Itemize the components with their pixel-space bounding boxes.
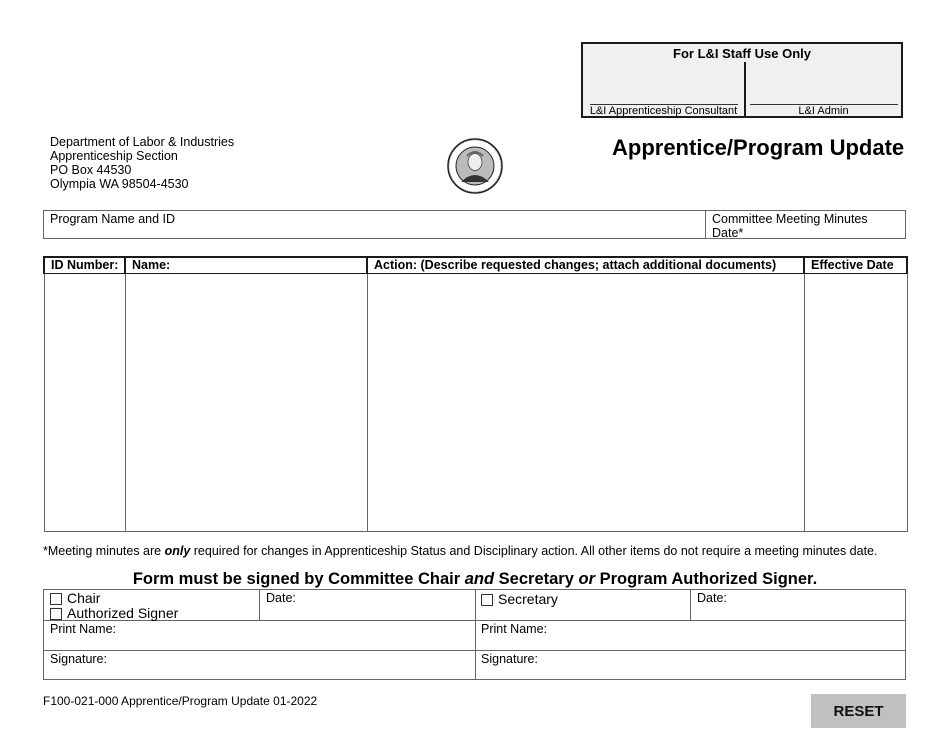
header-effective-date: Effective Date: [804, 257, 907, 274]
program-name-field[interactable]: [44, 211, 705, 238]
chair-signature-label: Signature:: [50, 652, 107, 666]
sign-heading-part3: Program Authorized Signer.: [594, 570, 818, 588]
chair-checkbox-row[interactable]: [50, 591, 258, 606]
minutes-date-label: Committee Meeting Minutes Date*: [712, 212, 868, 240]
secretary-role-row: [475, 590, 905, 621]
chair-role-checks: [50, 591, 258, 621]
action-input[interactable]: [368, 274, 804, 531]
meeting-minutes-note: [43, 544, 878, 558]
form-code: F100-021-000 Apprentice/Program Update 01-2022: [43, 694, 318, 708]
chair-checkbox-label: Chair: [67, 590, 101, 606]
table-row: [44, 274, 907, 532]
agency-address: [50, 135, 234, 191]
address-line-1: Department of Labor & Industries: [50, 135, 235, 149]
name-input[interactable]: [126, 274, 367, 531]
action-cell[interactable]: [367, 274, 804, 532]
header-id-number: ID Number:: [44, 257, 125, 274]
chair-signature-column: [44, 590, 476, 679]
note-emphasis: only: [164, 544, 191, 558]
effective-date-cell[interactable]: [804, 274, 907, 532]
staff-use-title: For L&I Staff Use Only: [673, 46, 811, 61]
sign-heading-part1: Form must be signed by Committee Chair: [132, 570, 465, 588]
signature-grid: [43, 589, 906, 680]
sign-heading-and: and: [464, 570, 495, 588]
chair-date-field[interactable]: [259, 590, 475, 620]
note-prefix: *Meeting minutes are: [43, 544, 165, 558]
staff-use-box: [581, 42, 903, 118]
chair-checkbox[interactable]: [50, 593, 62, 605]
address-line-4: Olympia WA 98504-4530: [50, 177, 189, 191]
id-number-input[interactable]: [45, 274, 125, 531]
table-header-row: [44, 257, 907, 274]
header-action: Action: (Describe requested changes; attach additional documents): [367, 257, 804, 274]
effective-date-input[interactable]: [805, 274, 907, 531]
chair-print-name-field[interactable]: [44, 621, 475, 651]
program-info-row: [43, 210, 906, 239]
program-name-label: Program Name and ID: [50, 212, 176, 226]
consultant-label: L&I Apprenticeship Consultant: [589, 105, 738, 117]
authorized-signer-label: Authorized Signer: [67, 605, 179, 621]
secretary-signature-field[interactable]: [475, 651, 905, 680]
secretary-print-name-label: Print Name:: [481, 622, 547, 636]
note-suffix: required for changes in Apprenticeship Status and Disciplinary action. All other items do not require a meeting minutes date.: [190, 544, 878, 558]
secretary-signature-column: [475, 590, 905, 679]
secretary-checkbox[interactable]: [481, 594, 493, 606]
authorized-signer-checkbox[interactable]: [50, 608, 62, 620]
secretary-checkbox-label: Secretary: [498, 591, 558, 607]
chair-role-row: [44, 590, 475, 621]
secretary-date-field[interactable]: [690, 590, 905, 620]
chair-print-name-label: Print Name:: [50, 622, 116, 636]
updates-table: [43, 256, 908, 532]
signature-instructions: [0, 570, 950, 589]
sign-heading-part2: Secretary: [494, 570, 579, 588]
authorized-signer-checkbox-row[interactable]: [50, 606, 258, 621]
page-title: Apprentice/Program Update: [612, 135, 905, 160]
address-line-2: Apprenticeship Section: [50, 149, 178, 163]
header-name: Name:: [125, 257, 367, 274]
address-line-3: PO Box 44530: [50, 163, 132, 177]
minutes-date-field[interactable]: [705, 211, 905, 238]
reset-button[interactable]: RESET: [811, 694, 906, 728]
admin-label: L&I Admin: [798, 105, 849, 117]
secretary-print-name-field[interactable]: [475, 621, 905, 651]
secretary-signature-label: Signature:: [481, 652, 538, 666]
washington-state-seal-icon: [447, 138, 503, 194]
name-cell[interactable]: [125, 274, 367, 532]
secretary-checkbox-row[interactable]: [481, 592, 558, 607]
chair-signature-field[interactable]: [44, 651, 475, 680]
secretary-date-label: Date:: [697, 591, 727, 605]
sign-heading-or: or: [578, 570, 595, 588]
id-number-cell[interactable]: [44, 274, 125, 532]
chair-date-label: Date:: [266, 591, 296, 605]
